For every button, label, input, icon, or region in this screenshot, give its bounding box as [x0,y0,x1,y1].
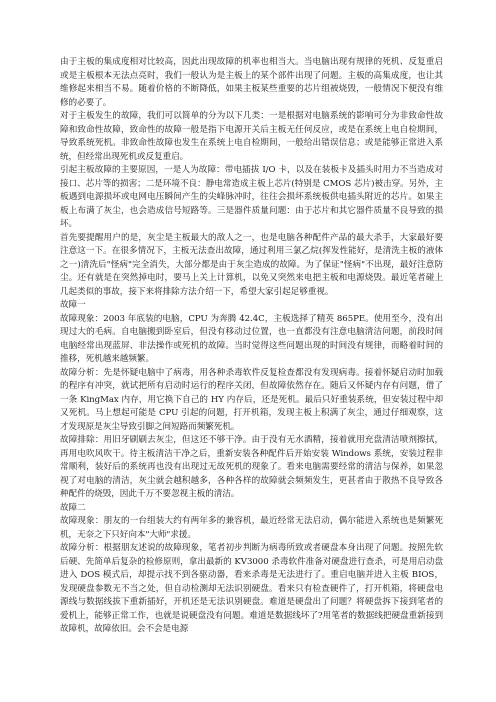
case-one-heading: 故障一 [60,300,86,310]
dust-warning-paragraph: 首先要提醒用户的是，灰尘是主板最大的敌人之一，也是电脑各种配件产品的最大杀手，大家最好要注意这一下。在很多情况下，主板无法查出故障，通过利用三氯乙烷(挥发性能好，是清洗主板的液体之一)清洗后"怪病"完全消失，大部分都是由于灰尘造成的故障。为了保证"怪病"不出现，最好注意防尘。还有就是在突然掉电时，要马上关上计算机，以免又突然来电把主板和电源烧毁。最近笔者碰上几起类似的事故，接下来将排除方法介绍一下，希望大家引起足够重视。 [60,232,443,297]
fault-causes-paragraph: 引起主板故障的主要原因，一是人为故障：带电插拔 I/O 卡，以及在装板卡及插头时用力不当造成对接口、芯片等的损害；二是环境不良：静电常造成主板上芯片(特别是 CMOS 芯片)被击穿。另外，主板遇到电源损坏或电网电压瞬间产生的尖峰脉冲时，往往会损坏系统板供电插头附近的芯片。如果主板上布满了灰尘，也会造成信号短路等。三是器件质量问题：由于芯片和其它器件质量不良导致的损坏。 [60,165,443,229]
document-page [60,56,443,702]
fault-types-paragraph: 对于主板发生的故障，我们可以简单的分为以下几类：一是根据对电脑系统的影响可分为非致命性故障和致命性故障，致命性的故障一般是指下电源开关后主板无任何反应，或是在系统上电自检期间，导致系统死机。非致命性故障也发生在系统上电自检期间，一般给出错误信息；或是能够正常进入系统，但经常出现死机或反复重启。 [60,111,443,162]
case-one-symptom: 故障现象：2003 年底装的电脑，CPU 为奔腾 42.4C，主板选择了精英 865PE。使用至今，没有出现过大的毛病。自电脑搬到卧室后，但没有移动过位置，也一直都没有注意电脑清洁问题，前段时间电脑经常出现蓝屏、非法操作或死机的故障。当时觉得这些问题出现的时间没有规律，而略着时间的推移，死机越来越频繁。 [60,313,443,364]
case-two-symptom: 故障现象：朋友的一台组装大约有两年多的兼容机，最近经常无法启动，偶尔能进入系统也是频繁死机，无奈之下只好向本"大师"求援。 [60,516,443,540]
case-two-heading: 故障二 [60,502,86,513]
case-one-analysis: 故障分析：先是怀疑电脑中了病毒，用各种杀毒软件反复检查都没有发现病毒。接着怀疑启动时加载的程序有冲突，就试把所有启动时运行的程序关闭，但故障依然存在。随后又怀疑内存有问题，借了一条 KingMax 内存，用它换下自己的 HY 内存后，还是死机。最后只好重装系统，但安装过程中却又死机。马上想起可能是 CPU 引起的问题，打开机箱，发现主板上积满了灰尘，通过仔细观察，这才发现原是灰尘导致引脚之间短路而频繁死机。 [60,367,443,432]
case-one-solution: 故障排除：用旧牙刷刷去灰尘，但这还不够干净。由于没有无水酒精，接着就用充盘清洁喷剂擦拭，再用电吹风吹干。待主板清洁干净之后，重新安装各种配件后开始安装 Windows 系统，安装过程非常顺利，装好后的系统再也没有出现过无故死机的现象了。看来电脑需要经常的清洁与保养，如果忽视了对电脑的清洁，灰尘就会越积越多，各种各样的故障就会频频发生，更甚者由于散热不良导致各种配件的烧毁，因此千万不要忽视主板的清洁。 [60,435,443,499]
intro-paragraph: 由于主板的集成度相对比较高，因此出现故障的机率也相当大。当电脑出现有规律的死机、反复重启或是主板根本无法点亮时，我们一般认为是主板上的某个部件出现了问题。主板的高集成度，也让其维修起来相当不易。随着价格的不断降低，如果主板某些重要的芯片组被烧毁，一般情况下便没有维修的必要了。 [60,57,443,108]
case-two-analysis: 故障分析：根据朋友述说的故障现象，笔者初步判断为病毒所致或者硬盘本身出现了问题。按照先软后硬、先简单后复杂的检修原则，拿出最新的 KV3000 杀毒软件准备对硬盘进行查杀，可是用启动盘进入 DOS 模式后，却提示找不到各驱动器，看来杀毒是无法进行了。重启电脑并进入主板 BIOS，发现硬盘参数无不当之处，但自动检测却无法识别硬盘。看来只有检查硬件了，打开机箱，将硬盘电源线与数据线拔下重新插好，开机还是无法识别硬盘。难道是硬盘出了问题？将硬盘拆下接到笔者的爱机上，能够正常工作，也就是说硬盘没有问题。难道是数据线坏了?用笔者的数据线把硬盘重新接到故障机，故障依旧。会不会是电源 [60,543,443,634]
